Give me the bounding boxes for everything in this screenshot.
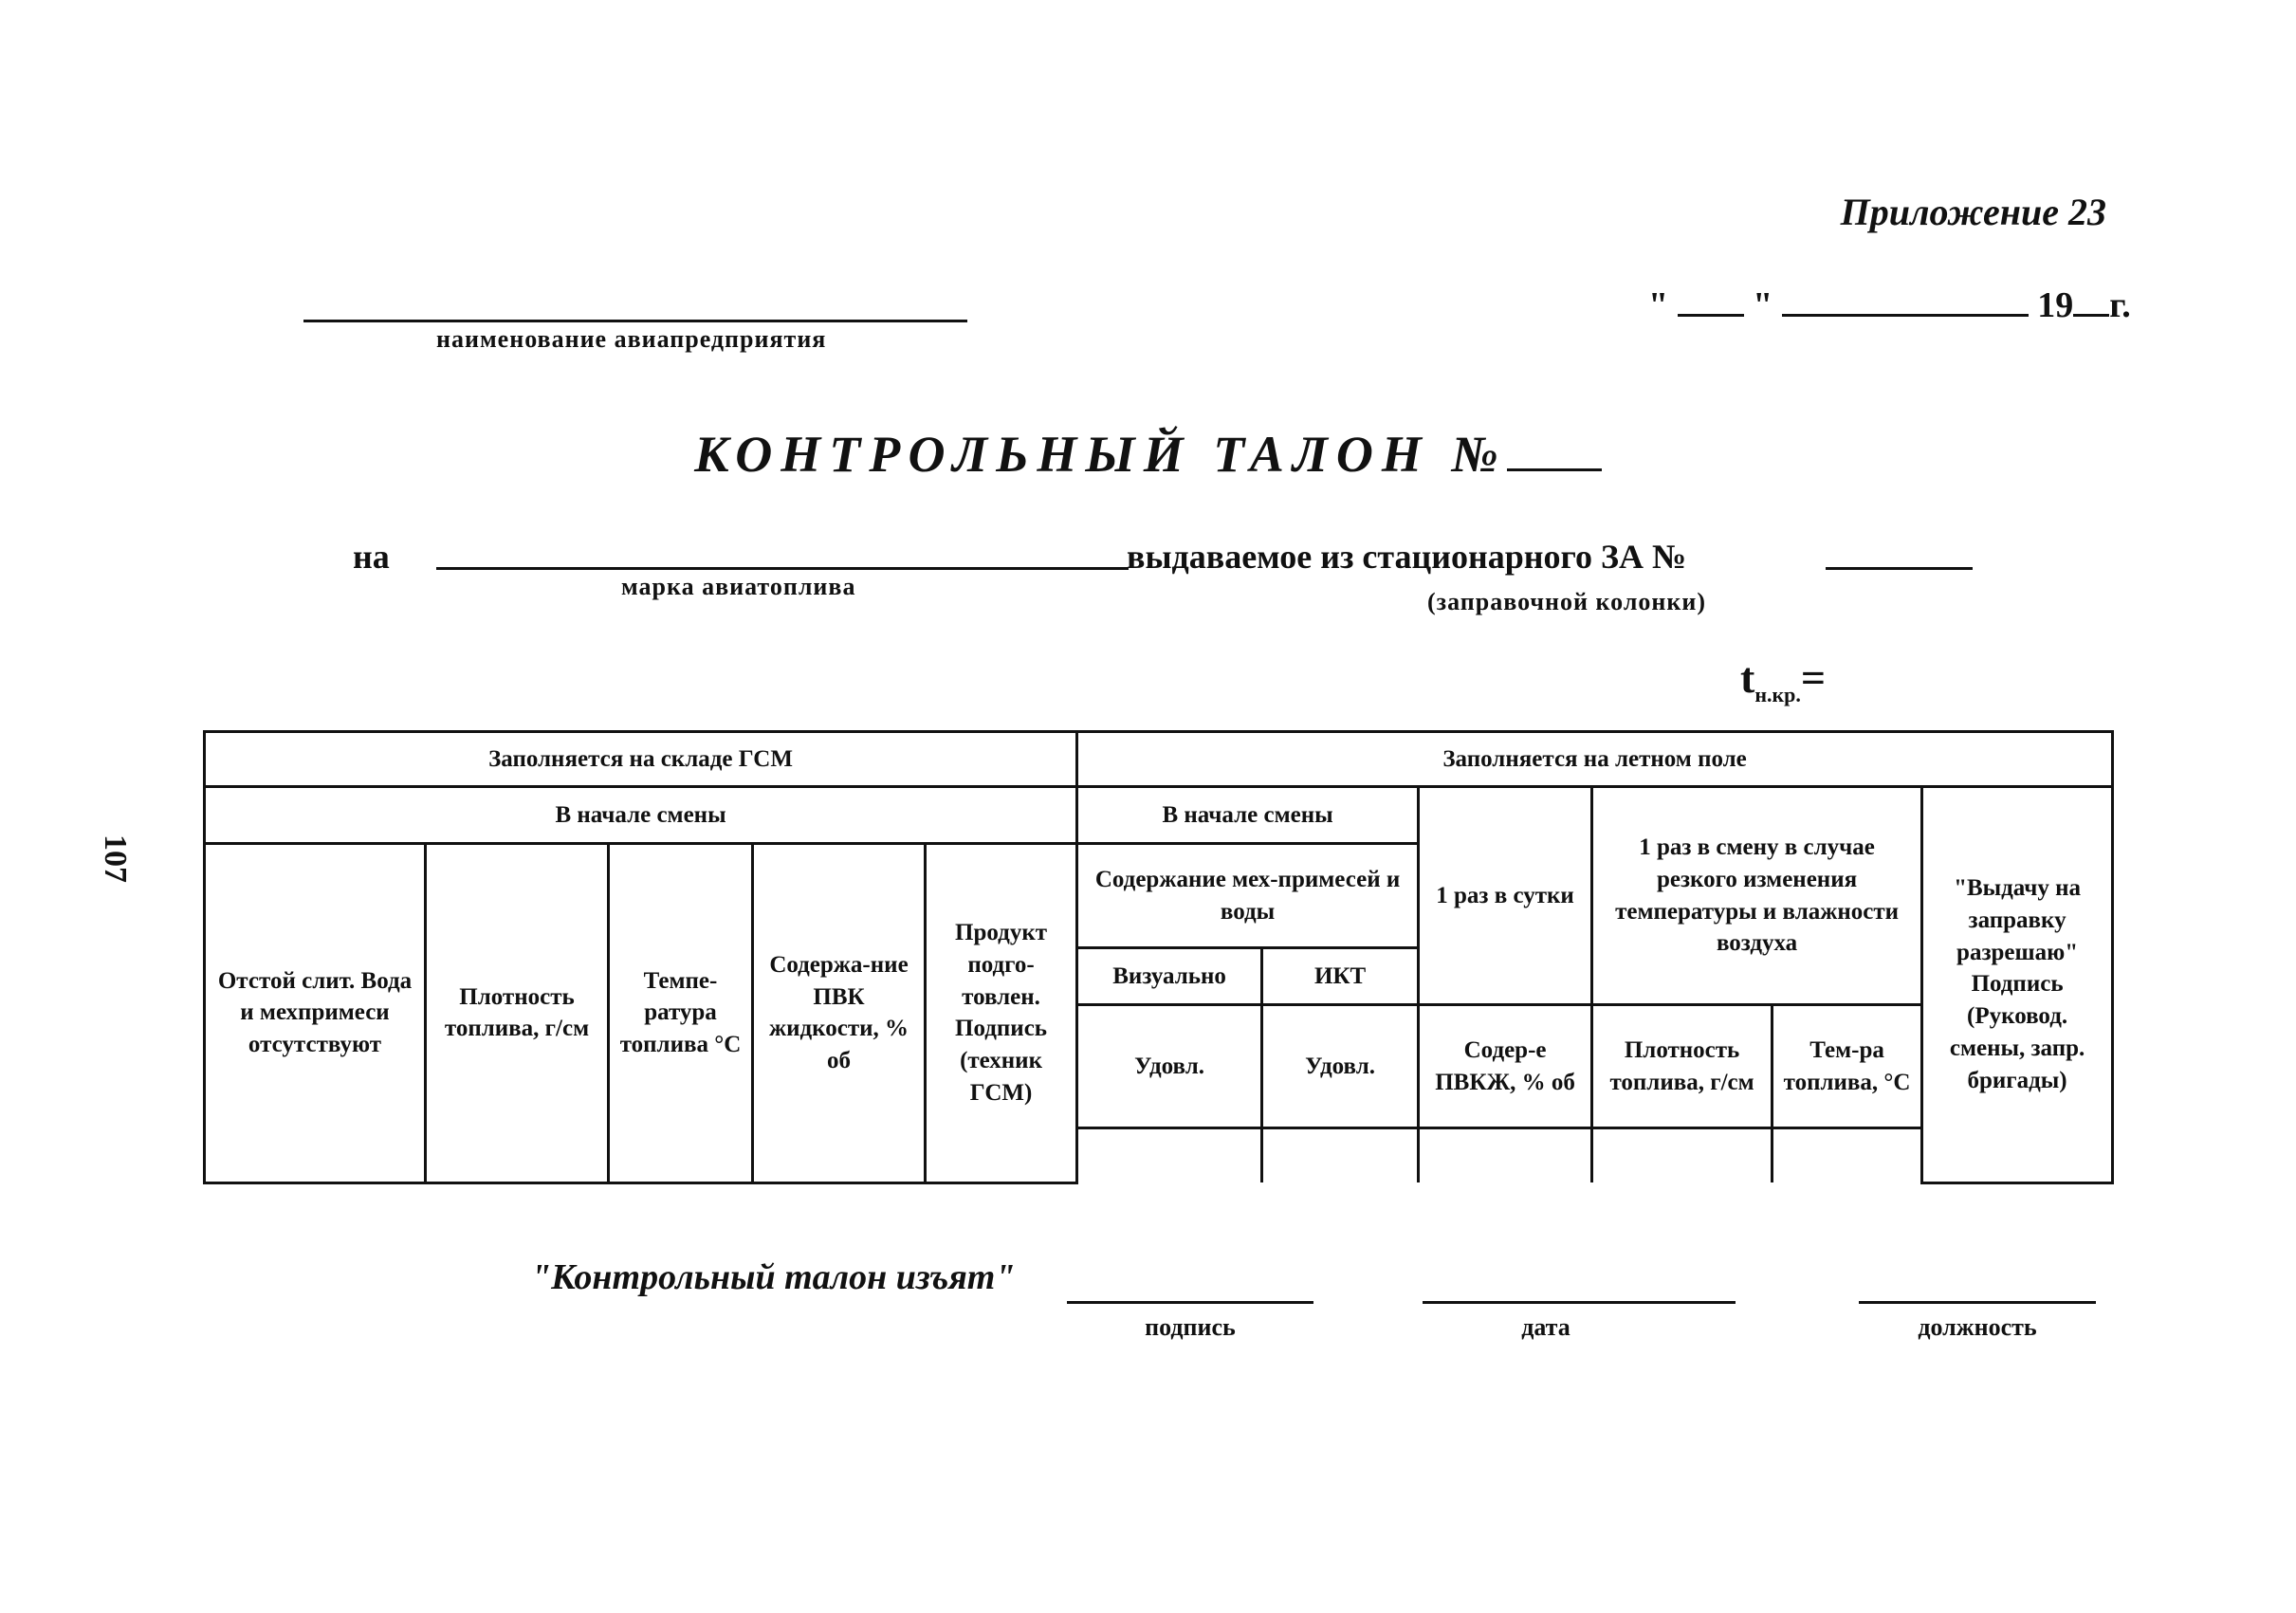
withdrawn-label: "Контрольный талон изъят" xyxy=(531,1257,1016,1297)
col-visual: Визуально xyxy=(1077,948,1262,1005)
entry-cell[interactable] xyxy=(1262,1128,1419,1183)
page-title xyxy=(0,425,2296,484)
position-caption: должность xyxy=(1918,1313,2037,1341)
col-density-2: Плотность топлива, г/см xyxy=(1592,1005,1773,1128)
col-density: Плотность топлива, г/см xyxy=(426,844,609,1183)
temp-symbol: t xyxy=(1740,653,1755,702)
signature-blank[interactable] xyxy=(1067,1301,1313,1304)
station-caption: (заправочной колонки) xyxy=(1427,588,1706,615)
col-impurities: Содержание мех-примесей и воды xyxy=(1077,844,1419,948)
col-temperature: Темпе-ратура топлива °С xyxy=(609,844,753,1183)
date-day-blank[interactable] xyxy=(1678,314,1744,317)
date-year-blank[interactable] xyxy=(2073,314,2109,317)
col-sediment: Отстой слит. Вода и мехпримеси отсутствуют xyxy=(205,844,426,1183)
page-number: 107 xyxy=(98,834,133,883)
issued-text: выдаваемое из стационарного ЗА № xyxy=(1127,538,1687,576)
position-blank[interactable] xyxy=(1859,1301,2096,1304)
date-year-prefix: 19 xyxy=(2037,285,2074,325)
date-line xyxy=(1648,284,2131,326)
date-caption: дата xyxy=(1521,1313,1570,1341)
date-year-suffix: г. xyxy=(2109,285,2131,325)
date-blank[interactable] xyxy=(1423,1301,1736,1304)
entry-cell[interactable] xyxy=(1419,1128,1592,1183)
temperature-variable xyxy=(1740,652,1826,707)
fuel-prefix: на xyxy=(353,538,390,576)
signature-caption: подпись xyxy=(1145,1313,1236,1341)
group-warehouse: Заполняется на складе ГСМ xyxy=(205,732,1077,787)
date-month-blank[interactable] xyxy=(1782,314,2029,317)
col-pvk: Содержа-ние ПВК жидкости, % об xyxy=(753,844,926,1183)
col-product: Продукт подго-товлен. Подпись (техник ГСМ) xyxy=(926,844,1077,1183)
station-number-blank[interactable] xyxy=(1826,567,1973,570)
appendix-label: Приложение 23 xyxy=(1840,191,2106,233)
enterprise-caption: наименование авиапредприятия xyxy=(436,325,827,353)
permission-header: "Выдачу на заправку разрешаю" Подпись (Руковод. смены, запр. бригады) xyxy=(1922,787,2113,1183)
once-per-shift: 1 раз в смену в случае резкого изменения температуры и влажности воздуха xyxy=(1592,787,1922,1005)
col-temperature-2: Тем-ра топлива, °С xyxy=(1773,1005,1922,1128)
shift-start-warehouse: В начале смены xyxy=(205,787,1077,844)
once-per-day: 1 раз в сутки xyxy=(1419,787,1592,1005)
col-ikt: ИКТ xyxy=(1262,948,1419,1005)
group-airfield: Заполняется на летном поле xyxy=(1077,732,2113,787)
entry-cell[interactable] xyxy=(1592,1128,1773,1183)
col-visual-value: Удовл. xyxy=(1077,1005,1262,1128)
control-table xyxy=(203,730,2114,1184)
entry-cell[interactable] xyxy=(1773,1128,1922,1183)
talon-number-blank[interactable] xyxy=(1507,468,1602,471)
date-quote-open: " xyxy=(1648,285,1669,325)
enterprise-name-blank[interactable] xyxy=(303,320,967,322)
temp-subscript: н.кр. xyxy=(1754,683,1801,707)
title-text: КОНТРОЛЬНЫЙ ТАЛОН № xyxy=(694,426,1507,483)
shift-start-airfield: В начале смены xyxy=(1077,787,1419,844)
col-ikt-value: Удовл. xyxy=(1262,1005,1419,1128)
col-pvkzh: Содер-е ПВКЖ, % об xyxy=(1419,1005,1592,1128)
fuel-brand-blank[interactable] xyxy=(436,567,1129,570)
date-quote-close: " xyxy=(1753,285,1773,325)
temp-equals: = xyxy=(1800,653,1827,702)
entry-cell[interactable] xyxy=(1077,1128,1262,1183)
fuel-brand-caption: марка авиатоплива xyxy=(621,573,856,600)
